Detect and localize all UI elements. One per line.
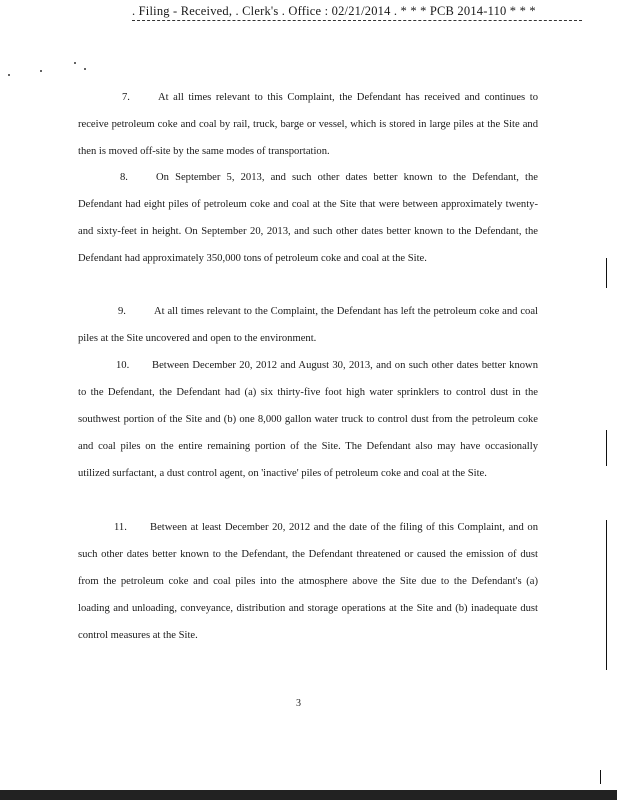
scan-edge-line: [600, 770, 601, 784]
paragraph-number: 8.: [120, 172, 128, 183]
paragraph-number: 9.: [118, 306, 126, 317]
scan-edge-line: [606, 430, 607, 466]
paragraph-text: Between December 20, 2012 and August 30, 2013, and on such other dates better known to the Defendant, the Defendant had (a) six thirty-five foot high water sprinklers to control dust in the southwest portion of the Site and (b) one 8,000 gallon water truck to control dust from the petroleum coke and coal piles on the entire remaining portion of the Site. The Defendant also may have occasionally utilized surfactant, a dust control agent, on 'inactive' piles of petroleum coke and coal at the Site.: [78, 360, 538, 479]
scan-speck: [74, 62, 76, 64]
paragraph-text: Between at least December 20, 2012 and the date of the filing of this Complaint, and on such other dates better known to the Defendant, the Defendant threatened or caused the emission of dust from the petroleum coke and coal piles into the atmosphere above the Site due to the Defendant's (a) loading and unloading, conveyance, distribution and storage operations at the Site and (b) inadequate dust control measures at the Site.: [78, 522, 538, 641]
paragraph-number: 10.: [116, 360, 130, 371]
scan-edge-line: [606, 520, 607, 670]
paragraph-text: At all times relevant to the Complaint, the Defendant has left the petroleum coke and coal piles at the Site uncovered and open to the environment.: [78, 306, 538, 344]
paragraph-10: [78, 352, 538, 487]
paragraph-8: [78, 164, 538, 272]
scan-speck: [84, 68, 86, 70]
paragraph-text: At all times relevant to this Complaint, the Defendant has received and continues to receive petroleum coke and coal by rail, truck, barge or vessel, which is stored in large piles at the Site and then is moved off-site by the same modes of transportation.: [78, 92, 538, 157]
paragraph-number: 11.: [114, 522, 127, 533]
scan-speck: [40, 70, 42, 72]
filing-stamp-header: . Filing - Received, . Clerk's . Office : 02/21/2014 . * * * PCB 2014-110 * * *: [132, 4, 582, 21]
paragraph-7: [78, 84, 538, 165]
paragraph-text: On September 5, 2013, and such other dates better known to the Defendant, the Defendant had eight piles of petroleum coke and coal at the Site that were between approximately twenty- and sixty-feet in height. On September 20, 2013, and such other dates better known to the Defendant, the Defendant had approximately 350,000 tons of petroleum coke and coal at the Site.: [78, 172, 538, 264]
page-number: 3: [296, 698, 301, 709]
paragraph-11: [78, 514, 538, 649]
paragraph-9: [78, 298, 538, 352]
scan-edge-line: [606, 258, 607, 288]
scan-bottom-edge: [0, 790, 617, 800]
scan-speck: [8, 74, 10, 76]
paragraph-number: 7.: [122, 92, 130, 103]
